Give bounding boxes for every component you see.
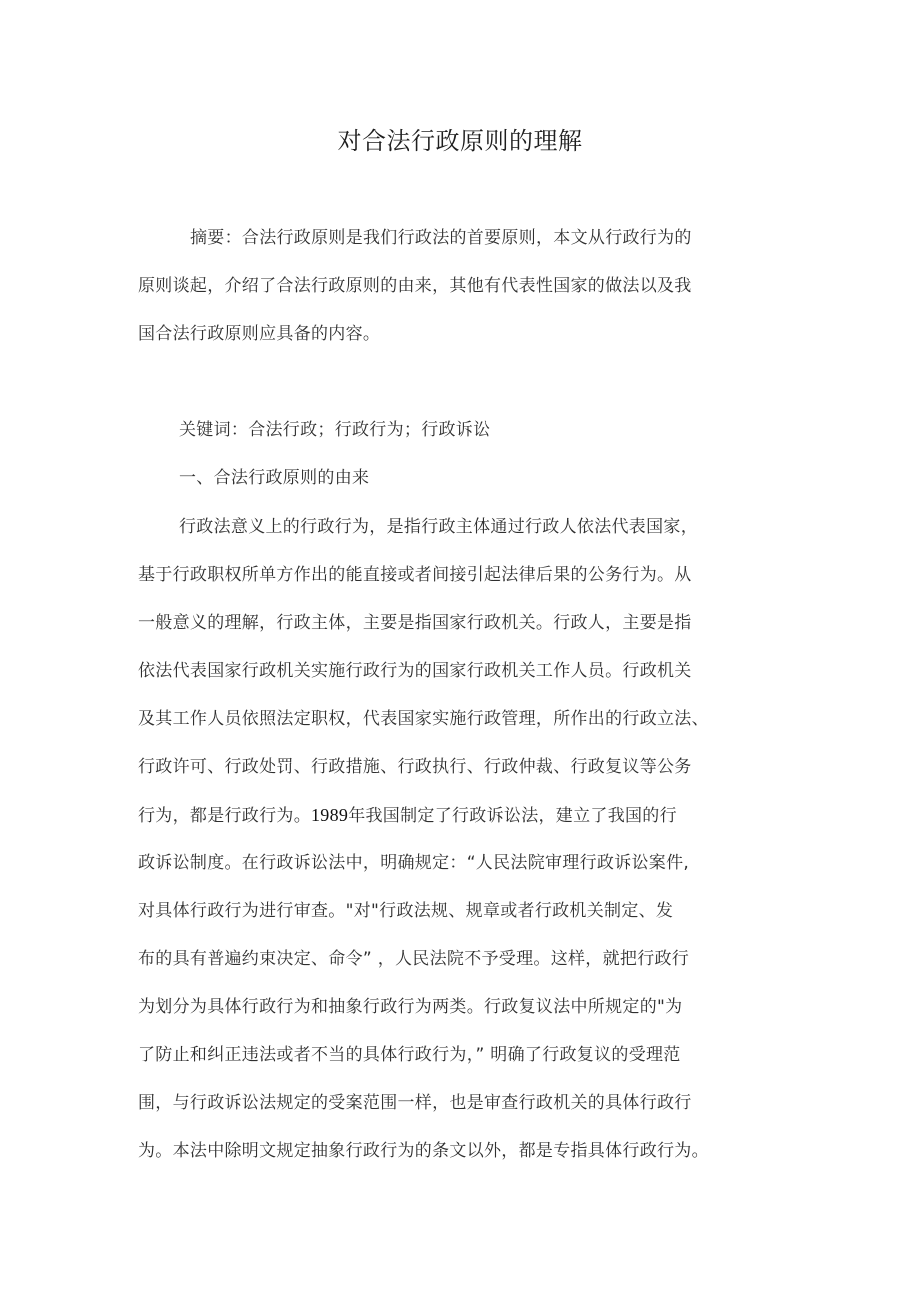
body-line [138, 803, 677, 828]
document-title: 对合法行政原则的理解 [337, 127, 583, 155]
keywords: 关键词：合法行政；行政行为；行政诉讼 [179, 420, 491, 440]
body-line: 依法代表国家行政机关实施行政行为的国家行政机关工作人员。行政机关 [138, 661, 692, 681]
body-line: 为划分为具体行政行为和抽象行政行为两类。行政复议法中所规定的"为 [138, 997, 683, 1017]
body-line: 为。本法中除明文规定抽象行政行为的条文以外，都是专指具体行政行为。 [138, 1141, 709, 1161]
body-line: 一般意义的理解，行政主体，主要是指国家行政机关。行政人，主要是指 [138, 613, 692, 633]
body-line-text: 年我国制定了行政诉讼法，建立了我国的行 [348, 806, 677, 826]
body-line: 布的具有普遍约束决定、命令” ，人民法院不予受理。这样，就把行政行 [138, 949, 690, 969]
abstract-line: 原则谈起，介绍了合法行政原则的由来，其他有代表性国家的做法以及我 [138, 276, 692, 296]
abstract-line: 摘要：合法行政原则是我们行政法的首要原则，本文从行政行为的 [190, 228, 692, 248]
section-heading: 一、合法行政原则的由来 [179, 468, 370, 488]
body-line: 基于行政职权所单方作出的能直接或者间接引起法律后果的公务行为。从 [138, 565, 692, 585]
year-number: 1989 [311, 805, 349, 825]
body-line: 了防止和纠正违法或者不当的具体行政行为，” 明确了行政复议的受理范 [138, 1045, 681, 1065]
body-line: 及其工作人员依照法定职权，代表国家实施行政管理，所作出的行政立法、 [138, 709, 709, 729]
body-line: 围，与行政诉讼法规定的受案范围一样，也是审查行政机关的具体行政行 [138, 1093, 692, 1113]
body-line: 行政法意义上的行政行为，是指行政主体通过行政人依法代表国家， [179, 517, 698, 537]
abstract-line: 国合法行政原则应具备的内容。 [138, 324, 381, 344]
body-line: 对具体行政行为进行审查。"对"行政法规、规章或者行政机关制定、发 [138, 901, 674, 921]
body-line-text: 行为，都是行政行为。 [138, 806, 311, 826]
body-line: 行政许可、行政处罚、行政措施、行政执行、行政仲裁、行政复议等公务 [138, 757, 692, 777]
body-line: 政诉讼制度。在行政诉讼法中，明确规定：“人民法院审理行政诉讼案件, [138, 853, 690, 873]
